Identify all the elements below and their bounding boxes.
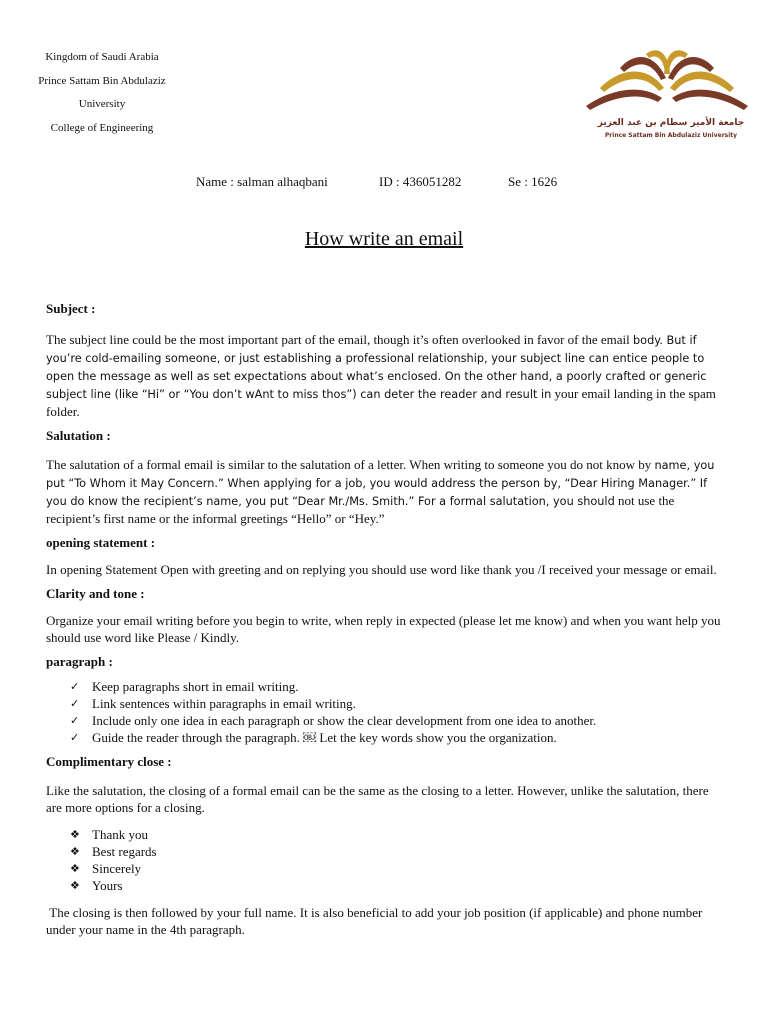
list-item-text: Link sentences within paragraphs in email writing. — [92, 696, 356, 711]
institution-line: Prince Sattam Bin Abdulaziz — [38, 74, 166, 87]
logo-arabic-text: جامعة الأمير سطام بن عبد العزيز — [597, 118, 745, 128]
checkmark-icon: ✓ — [70, 680, 80, 693]
list-item-text: Sincerely — [92, 861, 142, 876]
diamond-bullet-icon: ❖ — [70, 879, 80, 892]
subject-text-1: The subject line could be the most important part of the email, though it’s often overlooked in favor of the email — [46, 332, 630, 347]
complimentary-paragraph: Like the salutation, the closing of a formal email can be the same as the closing to a letter. However, unlike the salutation, there are more options for a closing. — [46, 783, 709, 815]
subject-paragraph — [46, 331, 722, 420]
document-body — [46, 299, 722, 938]
list-item-text: Best regards — [92, 844, 157, 859]
opening-paragraph: In opening Statement Open with greeting and on replying you should use word like thank you /I received your message or email. — [46, 562, 717, 577]
list-item — [70, 843, 722, 860]
institution-line: Kingdom of Saudi Arabia — [45, 51, 159, 63]
list-item-text: Include only one idea in each paragraph or show the clear development from one idea to another. — [92, 713, 597, 728]
opening-heading: opening statement : — [46, 535, 156, 550]
list-item — [70, 695, 722, 712]
student-name: Name : salman alhaqbani — [196, 174, 328, 189]
clarity-heading: Clarity and tone : — [46, 586, 145, 601]
subject-text-3: your email landing in the spam folder. — [46, 386, 716, 419]
student-id: ID : 436051282 — [379, 174, 462, 189]
logo-emblem-icon — [582, 44, 752, 119]
checkmark-icon: ✓ — [70, 697, 80, 710]
subject-heading: Subject : — [46, 301, 96, 316]
university-logo — [582, 44, 752, 144]
closing-options-list — [46, 826, 722, 894]
salutation-text-1: The salutation of a formal email is similar to the salutation of a letter. When writing to someone you do not know by — [46, 457, 652, 472]
salutation-text-3: not use the recipient’s first name or the informal greetings “Hello” or “Hey.” — [46, 493, 675, 526]
paragraph-tips-list — [46, 678, 722, 746]
diamond-bullet-icon: ❖ — [70, 862, 80, 875]
list-item — [70, 860, 722, 877]
closing-paragraph: The closing is then followed by your full name. It is also beneficial to add your job position (if applicable) and phone number under your name in the 4th paragraph. — [46, 905, 706, 937]
list-item-text: Keep paragraphs short in email writing. — [92, 679, 299, 694]
subject-text-2: body. But if you’re cold-emailing someone, or just establishing a professional relationship, your subject line can entice people to open the message as well as set expectations about what’s enclosed. On the other hand, a poorly crafted or generic subject line (like “Hi” or “You don’t wAnt to miss thos”) can deter the reader and result in — [46, 334, 707, 401]
complimentary-heading: Complimentary close : — [46, 754, 172, 769]
list-item — [70, 877, 722, 894]
list-item-text: Yours — [92, 878, 123, 893]
list-item-text: Guide the reader through the paragraph. ￼ Let the key words show you the organization. — [92, 730, 557, 745]
checkmark-icon: ✓ — [70, 731, 80, 744]
salutation-text-2: name, you put “To Whom it May Concern.” When applying for a job, you would address the person by, “Dear Hiring Manager.” If you do know the recipient’s name, you put “Dear Mr./Ms. Smith.” For a formal salutation, you should — [46, 459, 715, 508]
clarity-paragraph: Organize your email writing before you begin to write, when reply in expected (please let me know) and when you want help you should use word like Please / Kindly. — [46, 613, 721, 645]
salutation-paragraph — [46, 456, 722, 527]
institution-header — [22, 46, 182, 140]
diamond-bullet-icon: ❖ — [70, 845, 80, 858]
list-item-text: Thank you — [92, 827, 148, 842]
paragraph-heading: paragraph : — [46, 654, 113, 669]
list-item — [70, 678, 722, 695]
list-item — [70, 826, 722, 843]
list-item — [70, 712, 722, 729]
document-title: How write an email — [304, 228, 464, 250]
diamond-bullet-icon: ❖ — [70, 828, 80, 841]
institution-line: University — [78, 98, 126, 110]
salutation-heading: Salutation : — [46, 428, 111, 443]
logo-english-text: Prince Sattam Bin Abdulaziz University — [604, 132, 738, 139]
list-item — [70, 729, 722, 746]
checkmark-icon: ✓ — [70, 714, 80, 727]
institution-line: College of Engineering — [50, 121, 154, 134]
student-section: Se : 1626 — [508, 174, 558, 189]
